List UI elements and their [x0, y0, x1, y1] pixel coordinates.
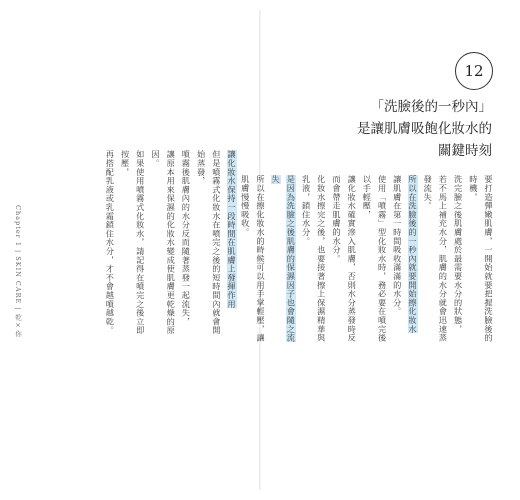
chapter-number-badge [455, 52, 493, 90]
right-page [240, 0, 520, 500]
left-page [0, 0, 259, 500]
right-paragraph: 使用「噴霧」型化妝水時，務必要在噴完後以手輕壓， [362, 175, 388, 343]
right-paragraph: 要打造彈嫩肌膚，一開始就要把握洗臉後的時機， [468, 175, 494, 343]
left-paragraph: 如果使用噴霧式化妝水，請記得在噴完之後立即按壓， [120, 150, 146, 335]
right-paragraph [405, 175, 420, 343]
right-paragraph: 讓肌膚在第一時間吸收滿滿的水分。 [392, 175, 403, 316]
highlight: 所以在洗臉後的一秒內就要開始擦化妝水 [407, 175, 418, 334]
highlight: 是因為洗臉之後肌膚的保濕因子也會隨之流失 [271, 175, 297, 343]
chapter-number: 12 [464, 62, 484, 80]
chapter-title [272, 96, 492, 162]
right-body-text [238, 175, 496, 343]
chapter-title-line: 是讓肌膚吸飽化妝水的 [357, 121, 492, 137]
right-paragraph: 讓化妝水確實滲入肌膚，否則水分蒸發時反而會帶走肌膚的水分。 [331, 175, 358, 343]
right-paragraph: 若不馬上補充水分，肌膚的水分就會迅速蒸發流失。 [423, 175, 449, 343]
chapter-title-line: 「洗臉後的一秒內」 [370, 99, 492, 115]
right-paragraph: 化妝水擦完之後，也要接著擦上保濕精華與乳液，鎖住水分。 [301, 175, 327, 343]
highlight: 讓化妝水保持一段時間在肌膚上發揮作用 [227, 150, 237, 309]
running-head: Chapter 1 | SKIN CARE | 乾×你 [14, 205, 22, 338]
left-body-text [102, 150, 239, 335]
left-paragraph: 但是噴霧式化妝水在噴完之後的短時間內就會開始蒸發， [196, 150, 222, 335]
right-paragraph: 所以在擦化妝水的時候可以用手掌輕壓，讓肌膚慢慢吸收。 [240, 175, 266, 343]
left-paragraph: 再搭配乳液或乳霜鎖住水分，才不會越噴越乾。 [105, 150, 116, 335]
left-paragraph: 讓原本用來保濕的化妝水變成使肌膚更乾燥的原因。 [150, 150, 177, 335]
chapter-title-line: 關鍵時刻 [438, 143, 492, 159]
right-paragraph [268, 175, 298, 343]
left-paragraph: 噴霧後肌膚內的水分反而隨著蒸發一起流失， [181, 150, 192, 326]
right-paragraph: 洗完臉之後肌膚處於最需要水分的狀態， [453, 175, 464, 334]
